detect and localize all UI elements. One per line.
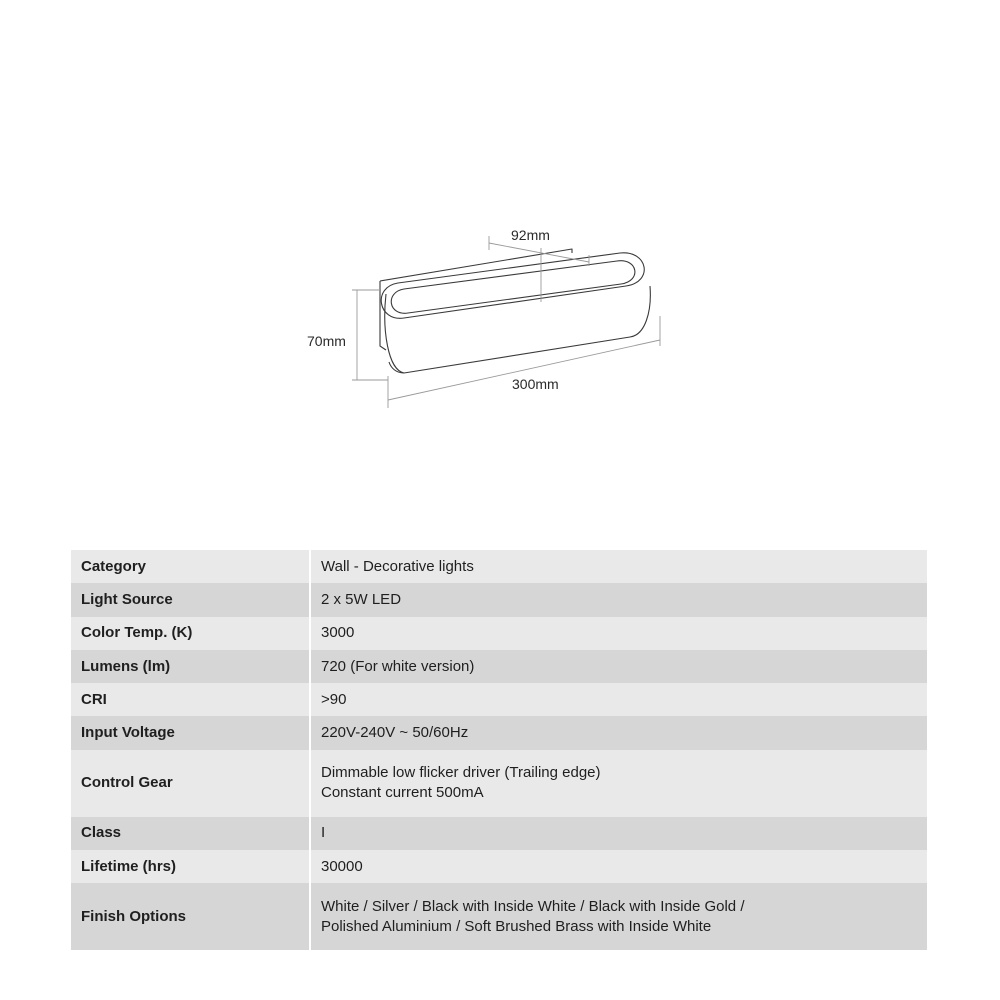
spec-label: Lifetime (hrs) bbox=[71, 850, 310, 883]
spec-value: Dimmable low flicker driver (Trailing edge) Constant current 500mA bbox=[310, 750, 927, 817]
spec-label: Class bbox=[71, 817, 310, 850]
spec-value: 720 (For white version) bbox=[310, 650, 927, 683]
spec-label: CRI bbox=[71, 683, 310, 716]
spec-row-input-voltage bbox=[71, 716, 927, 749]
wall-light-outline bbox=[380, 249, 650, 373]
depth-dimension-label: 92mm bbox=[511, 227, 550, 243]
spec-label: Control Gear bbox=[71, 750, 310, 817]
spec-value: 3000 bbox=[310, 617, 927, 650]
spec-row-class bbox=[71, 817, 927, 850]
spec-row-category bbox=[71, 550, 927, 583]
spec-row-finish-options bbox=[71, 883, 927, 950]
spec-value: I bbox=[310, 817, 927, 850]
spec-label: Category bbox=[71, 550, 310, 583]
spec-value: >90 bbox=[310, 683, 927, 716]
spec-row-cri bbox=[71, 683, 927, 716]
spec-row-lumens bbox=[71, 650, 927, 683]
spec-label: Light Source bbox=[71, 583, 310, 616]
spec-value: 30000 bbox=[310, 850, 927, 883]
spec-value: White / Silver / Black with Inside White / Black with Inside Gold / Polished Aluminium / Soft Brushed Brass with Inside White bbox=[310, 883, 927, 950]
height-dimension-label: 70mm bbox=[307, 333, 346, 349]
spec-label: Lumens (lm) bbox=[71, 650, 310, 683]
spec-row-color-temp bbox=[71, 617, 927, 650]
spec-label: Color Temp. (K) bbox=[71, 617, 310, 650]
spec-label: Finish Options bbox=[71, 883, 310, 950]
spec-row-lifetime bbox=[71, 850, 927, 883]
spec-value: 220V-240V ~ 50/60Hz bbox=[310, 716, 927, 749]
spec-value: Wall - Decorative lights bbox=[310, 550, 927, 583]
length-dimension-label: 300mm bbox=[512, 376, 559, 392]
spec-row-control-gear bbox=[71, 750, 927, 817]
specification-table bbox=[71, 550, 927, 950]
spec-value: 2 x 5W LED bbox=[310, 583, 927, 616]
spec-label: Input Voltage bbox=[71, 716, 310, 749]
spec-row-light-source bbox=[71, 583, 927, 616]
